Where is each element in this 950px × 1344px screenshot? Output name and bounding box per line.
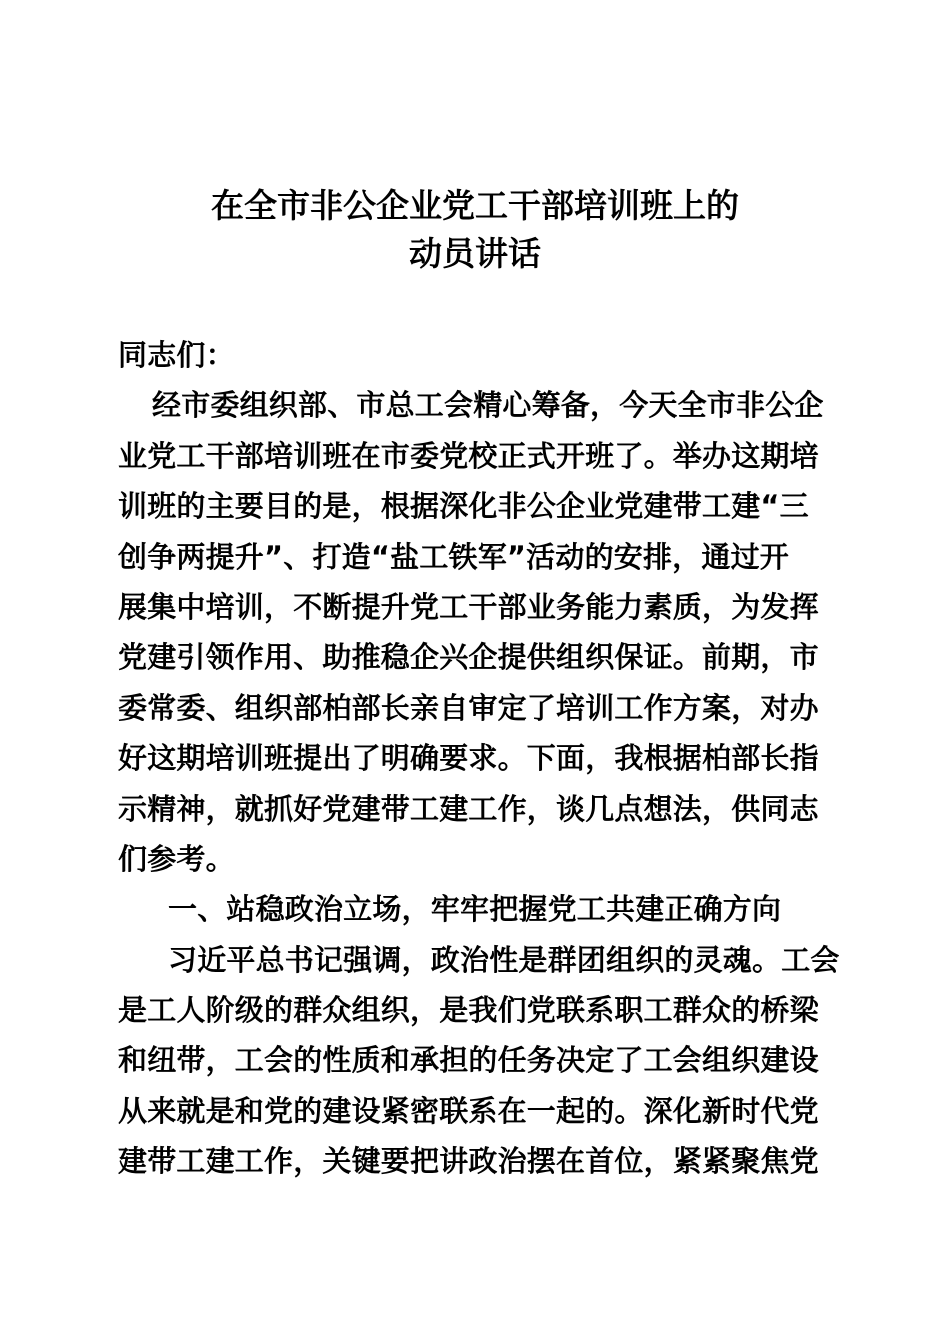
paragraph-line: 委常委、组织部柏部长亲自审定了培训工作方案，对办 — [118, 690, 819, 725]
paragraph-line: 是工人阶级的群众组织，是我们党联系职工群众的桥梁 — [118, 993, 819, 1028]
section-heading: 一、站稳政治立场，牢牢把握党工共建正确方向 — [168, 892, 782, 927]
paragraph-line: 好这期培训班提出了明确要求。下面，我根据柏部长指 — [118, 741, 819, 776]
paragraph-line: 经市委组织部、市总工会精心筹备，今天全市非公企 — [152, 388, 824, 423]
paragraph-line: 和纽带，工会的性质和承担的任务决定了工会组织建设 — [118, 1043, 819, 1078]
paragraph-line: 展集中培训，不断提升党工干部业务能力素质，为发挥 — [118, 589, 819, 624]
paragraph-line: 业党工干部培训班在市委党校正式开班了。举办这期培 — [118, 438, 819, 473]
paragraph-line: 党建引领作用、助推稳企兴企提供组织保证。前期，市 — [118, 640, 819, 675]
salutation: 同志们： — [118, 338, 235, 372]
document-body — [118, 330, 840, 1187]
paragraph-line: 习近平总书记强调，政治性是群团组织的灵魂。工会 — [168, 942, 840, 977]
paragraph-line: 建带工建工作，关键要把讲政治摆在首位，紧紧聚焦党 — [118, 1144, 819, 1179]
paragraph-line: 们参考。 — [118, 841, 235, 876]
document-title — [0, 182, 950, 278]
paragraph-line: 训班的主要目的是，根据深化非公企业党建带工建“三 — [118, 489, 809, 524]
paragraph-line: 示精神，就抓好党建带工建工作，谈几点想法，供同志 — [118, 791, 819, 826]
title-line-1: 在全市非公企业党工干部培训班上的 — [211, 186, 739, 225]
paragraph-line: 创争两提升”、打造“盐工铁军”活动的安排，通过开 — [118, 539, 789, 574]
title-line-2: 动员讲话 — [409, 234, 541, 273]
paragraph-line: 从来就是和党的建设紧密联系在一起的。深化新时代党 — [118, 1093, 819, 1128]
